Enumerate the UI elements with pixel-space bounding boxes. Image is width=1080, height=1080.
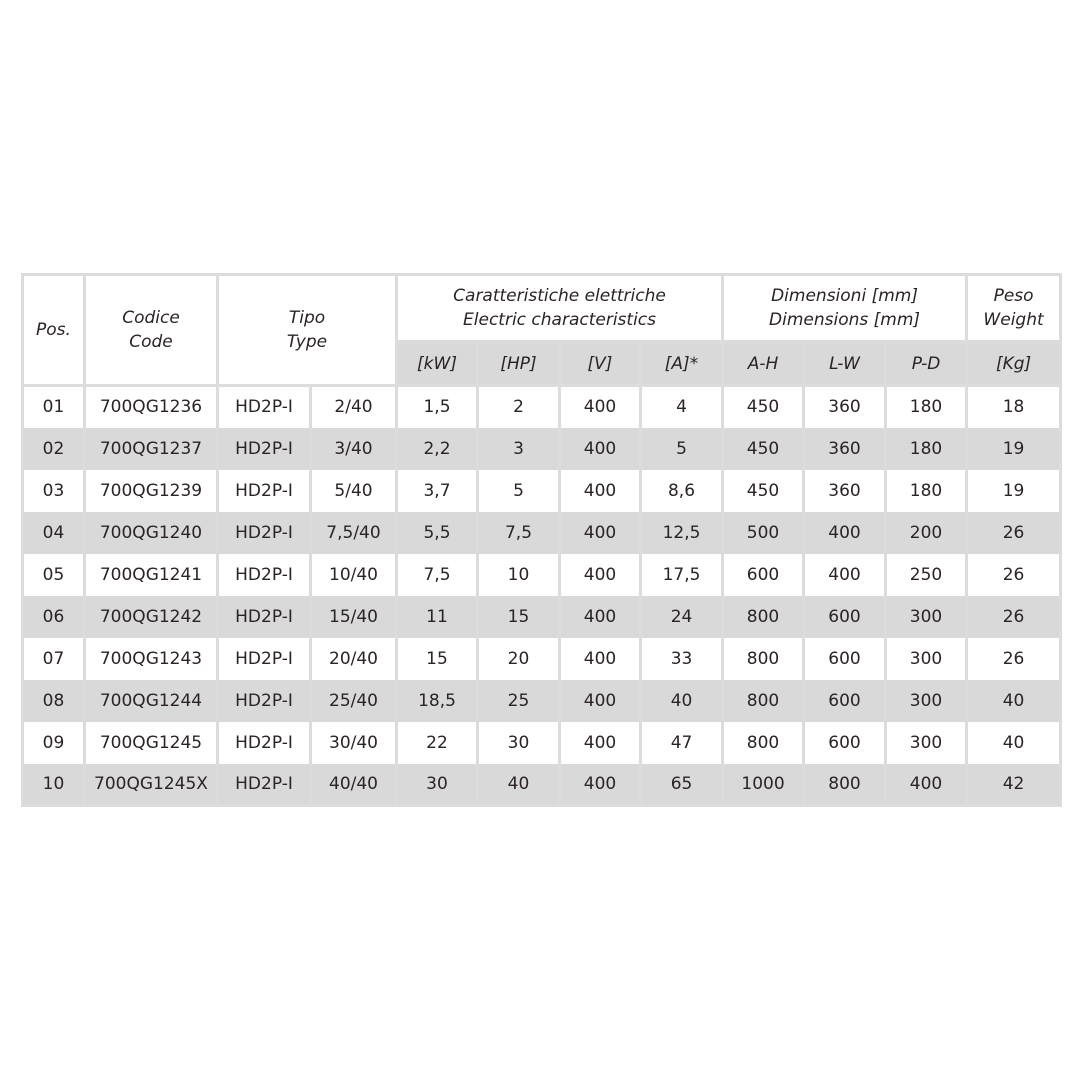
cell-v: 400 [560,722,641,764]
cell-v: 400 [560,428,641,470]
cell-lw: 800 [804,764,886,806]
cell-a: 17,5 [641,554,723,596]
cell-kg: 40 [967,722,1061,764]
cell-code: 700QG1237 [85,428,218,470]
cell-hp: 30 [478,722,560,764]
cell-code: 700QG1242 [85,596,218,638]
table-row [23,428,1061,470]
cell-lw: 600 [804,596,886,638]
table-row [23,596,1061,638]
cell-pos: 05 [23,554,85,596]
cell-ah: 800 [723,596,804,638]
cell-pd: 180 [886,470,967,512]
cell-code: 700QG1241 [85,554,218,596]
cell-pos: 02 [23,428,85,470]
cell-code: 700QG1236 [85,386,218,428]
cell-type-model: HD2P-I [218,764,311,806]
header-ah: A-H [723,342,804,386]
cell-a: 47 [641,722,723,764]
cell-hp: 7,5 [478,512,560,554]
cell-kg: 26 [967,596,1061,638]
cell-type-size: 30/40 [311,722,397,764]
header-v: [V] [560,342,641,386]
cell-kw: 15 [397,638,478,680]
cell-type-size: 20/40 [311,638,397,680]
cell-type-model: HD2P-I [218,554,311,596]
header-lw: L-W [804,342,886,386]
cell-ah: 800 [723,722,804,764]
cell-lw: 360 [804,386,886,428]
cell-type-size: 40/40 [311,764,397,806]
header-dimensions: Dimensioni [mm] Dimensions [mm] [723,275,967,342]
cell-pos: 10 [23,764,85,806]
cell-pos: 01 [23,386,85,428]
cell-kg: 19 [967,428,1061,470]
cell-ah: 1000 [723,764,804,806]
cell-v: 400 [560,512,641,554]
cell-kg: 18 [967,386,1061,428]
table-row [23,764,1061,806]
cell-a: 4 [641,386,723,428]
cell-kw: 11 [397,596,478,638]
cell-type-model: HD2P-I [218,512,311,554]
cell-kw: 2,2 [397,428,478,470]
cell-pd: 400 [886,764,967,806]
cell-type-size: 15/40 [311,596,397,638]
cell-code: 700QG1244 [85,680,218,722]
cell-lw: 360 [804,428,886,470]
cell-pd: 180 [886,428,967,470]
table-row [23,386,1061,428]
cell-a: 65 [641,764,723,806]
cell-code: 700QG1239 [85,470,218,512]
cell-a: 24 [641,596,723,638]
header-type: Tipo Type [218,275,397,386]
cell-pd: 300 [886,596,967,638]
cell-type-size: 10/40 [311,554,397,596]
header-kw: [kW] [397,342,478,386]
cell-lw: 360 [804,470,886,512]
cell-ah: 450 [723,386,804,428]
cell-kw: 3,7 [397,470,478,512]
cell-kw: 30 [397,764,478,806]
header-row-group [23,275,1061,342]
cell-ah: 450 [723,470,804,512]
cell-v: 400 [560,386,641,428]
cell-code: 700QG1243 [85,638,218,680]
cell-hp: 3 [478,428,560,470]
cell-type-model: HD2P-I [218,596,311,638]
header-pd: P-D [886,342,967,386]
table-row [23,680,1061,722]
cell-a: 40 [641,680,723,722]
cell-v: 400 [560,764,641,806]
table-row [23,638,1061,680]
cell-pos: 04 [23,512,85,554]
table-row [23,554,1061,596]
cell-type-model: HD2P-I [218,428,311,470]
cell-lw: 600 [804,680,886,722]
cell-kw: 7,5 [397,554,478,596]
cell-pos: 09 [23,722,85,764]
cell-kg: 26 [967,554,1061,596]
cell-kw: 22 [397,722,478,764]
cell-pd: 300 [886,680,967,722]
cell-ah: 800 [723,680,804,722]
cell-type-size: 7,5/40 [311,512,397,554]
spec-table [21,273,1062,807]
cell-type-model: HD2P-I [218,680,311,722]
cell-type-size: 3/40 [311,428,397,470]
cell-hp: 15 [478,596,560,638]
header-pos: Pos. [23,275,85,386]
cell-kg: 26 [967,638,1061,680]
cell-v: 400 [560,554,641,596]
cell-hp: 25 [478,680,560,722]
cell-hp: 2 [478,386,560,428]
cell-type-model: HD2P-I [218,638,311,680]
cell-kg: 42 [967,764,1061,806]
cell-pos: 06 [23,596,85,638]
cell-kg: 40 [967,680,1061,722]
cell-hp: 10 [478,554,560,596]
cell-a: 5 [641,428,723,470]
cell-hp: 20 [478,638,560,680]
cell-pos: 07 [23,638,85,680]
cell-kw: 5,5 [397,512,478,554]
cell-kg: 26 [967,512,1061,554]
cell-v: 400 [560,470,641,512]
cell-code: 700QG1245X [85,764,218,806]
cell-lw: 400 [804,554,886,596]
cell-kw: 1,5 [397,386,478,428]
cell-a: 12,5 [641,512,723,554]
cell-pos: 08 [23,680,85,722]
cell-type-size: 2/40 [311,386,397,428]
cell-lw: 600 [804,722,886,764]
cell-type-size: 25/40 [311,680,397,722]
cell-kg: 19 [967,470,1061,512]
cell-a: 33 [641,638,723,680]
cell-type-model: HD2P-I [218,386,311,428]
cell-pd: 200 [886,512,967,554]
table-body [23,386,1061,806]
cell-pd: 300 [886,722,967,764]
cell-a: 8,6 [641,470,723,512]
cell-v: 400 [560,596,641,638]
cell-pd: 180 [886,386,967,428]
cell-hp: 40 [478,764,560,806]
cell-ah: 600 [723,554,804,596]
header-code: Codice Code [85,275,218,386]
cell-code: 700QG1245 [85,722,218,764]
cell-pos: 03 [23,470,85,512]
cell-type-model: HD2P-I [218,722,311,764]
header-electric: Caratteristiche elettriche Electric characteristics [397,275,723,342]
cell-pd: 250 [886,554,967,596]
cell-type-size: 5/40 [311,470,397,512]
cell-hp: 5 [478,470,560,512]
table-row [23,512,1061,554]
header-a: [A]* [641,342,723,386]
header-kg: [Kg] [967,342,1061,386]
header-hp: [HP] [478,342,560,386]
cell-v: 400 [560,680,641,722]
table-row [23,470,1061,512]
cell-ah: 500 [723,512,804,554]
cell-ah: 800 [723,638,804,680]
header-weight: Peso Weight [967,275,1061,342]
cell-ah: 450 [723,428,804,470]
cell-lw: 600 [804,638,886,680]
table-row [23,722,1061,764]
cell-code: 700QG1240 [85,512,218,554]
cell-kw: 18,5 [397,680,478,722]
cell-type-model: HD2P-I [218,470,311,512]
cell-pd: 300 [886,638,967,680]
cell-lw: 400 [804,512,886,554]
cell-v: 400 [560,638,641,680]
